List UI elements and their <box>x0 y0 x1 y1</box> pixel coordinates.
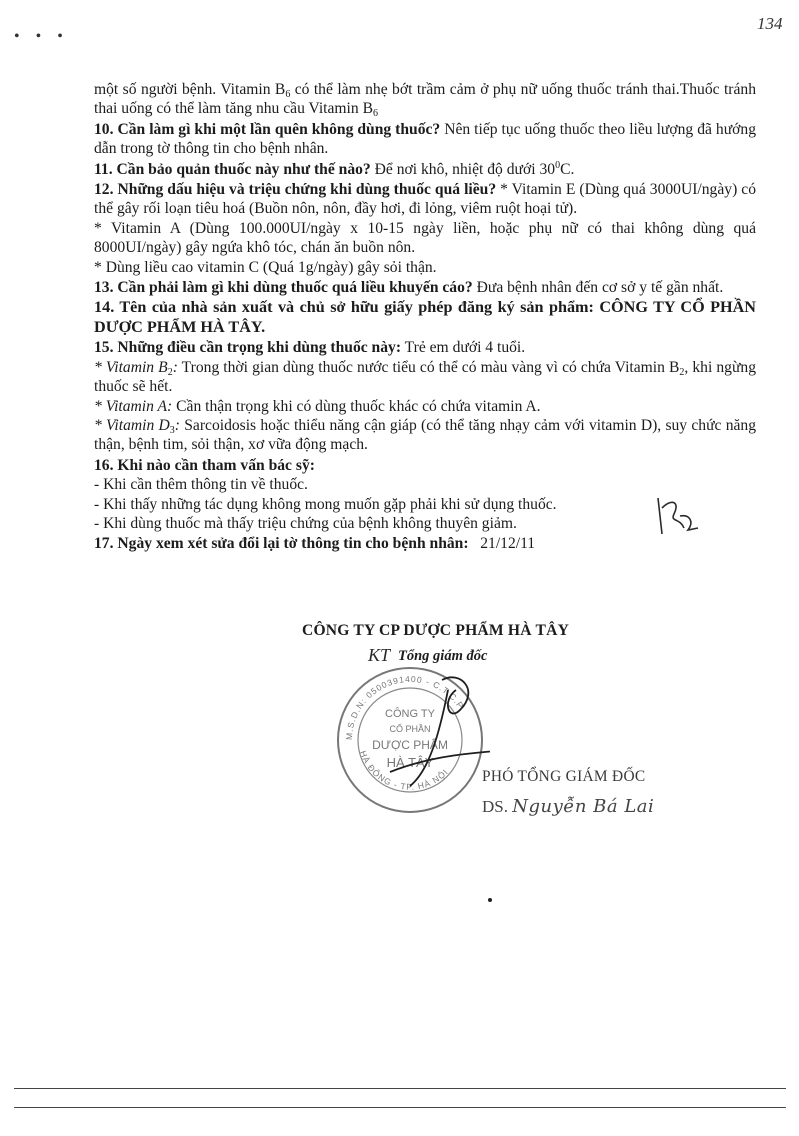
question-12: 12. Những dấu hiệu và triệu chứng khi dùng thuốc quá liều? <box>94 181 497 199</box>
stamp-ring-bottom: HÀ ĐÔNG - TP. HÀ NỘI <box>357 749 451 792</box>
document-body <box>94 80 756 554</box>
answer-12: * Vitamin E (Dùng quá 3000UI/ngày) có thể gây rối loạn tiêu hoá (Buồn nôn, nôn, đầy hơi, đi lỏng, viêm ruột hoại tử). <box>94 181 756 218</box>
note-vitamin-b2: * Vitamin $B_2$: Trong thời gian dùng thuốc nước tiểu có thể có màu vàng vì có chứa Vitamin $B_2$, khi ngừng thuốc sẽ hết. <box>94 358 756 396</box>
question-11: 11. Cần bảo quản thuốc này như thế nào? <box>94 160 371 178</box>
question-17: 17. Ngày xem xét sửa đổi lại tờ thông tin cho bệnh nhân: <box>94 535 469 553</box>
question-15: 15. Những điều cần trọng khi dùng thuốc này: <box>94 339 402 357</box>
revision-date: 21/12/11 <box>468 535 536 553</box>
stamp-line-3: DƯỢC PHẨM <box>372 738 448 752</box>
signer-title: Tổng giám đốc <box>398 648 488 664</box>
stamp-line-2: CỔ PHẦN <box>389 724 431 734</box>
signer-prefix: DS. <box>482 797 508 816</box>
stamp-ring-top: M.S.D.N: 0500391400 - C.T.C.P <box>343 673 467 741</box>
answer-15: Trẻ em dưới 4 tuổi. <box>401 339 526 357</box>
note-vitamin-d3: * Vitamin $D_3$: Sarcoidosis hoặc thiểu năng cận giáp (có thể tăng nhạy cảm với vitamin D), suy chức năng thận, bệnh tim, sỏi thận, xơ vữa động mạch. <box>94 416 757 454</box>
question-13: 13. Cần phải làm gì khi dùng thuốc quá liều khuyến cáo? <box>94 279 473 297</box>
answer-12-vitamin-a: * Vitamin A (Dùng 100.000UI/ngày x 10-15 ngày liền, hoặc phụ nữ có thai không dùng quá 8000UI/ngày) gây ngứa khô tóc, chán ăn buồn nôn. <box>94 219 756 257</box>
kt-initials: KT <box>368 645 391 665</box>
section-13 <box>94 278 756 297</box>
page-number: 134 <box>757 14 783 33</box>
section-14: 14. Tên của nhà sản xuất và chủ sở hữu giấy phép đăng ký sản phẩm: CÔNG TY CỔ PHẦN DƯỢC PHẨM HÀ TÂY. <box>94 298 756 336</box>
section-10 <box>94 120 756 159</box>
answer-13: Đưa bệnh nhân đến cơ sở y tế gần nhất. <box>472 279 724 297</box>
company-name: CÔNG TY CP DƯỢC PHẨM HÀ TÂY <box>302 622 570 639</box>
deputy-title: PHÓ TỔNG GIÁM ĐỐC <box>482 768 646 785</box>
paragraph-vitamin-b6: một số người bệnh. Vitamin $B_6$ có thể làm nhẹ bớt trầm cảm ở phụ nữ uống thuốc tránh thai.Thuốc tránh thai uống có thể làm tăng nhu cầu Vitamin $B_6$ <box>94 81 756 120</box>
stamp-line-1: CÔNG TY <box>385 708 435 720</box>
signer-name-block <box>482 796 654 817</box>
answer-16-item: - Khi cần thêm thông tin về thuốc. <box>94 476 308 494</box>
section-11: 11. Cần bảo quản thuốc này như thế nào? Để nơi khô, nhiệt độ dưới $30^0C$. <box>94 159 575 178</box>
initials-scribble <box>650 488 710 548</box>
question-16: 16. Khi nào cần tham vấn bác sỹ: <box>94 456 315 474</box>
answer-12-vitamin-c: * Dùng liều cao vitamin C (Quá 1g/ngày) gây sỏi thận. <box>94 258 437 276</box>
answer-16-item: - Khi thấy những tác dụng không mong muốn gặp phải khi sử dụng thuốc. <box>94 495 557 513</box>
signer-name: Nguyễn Bá Lai <box>512 796 655 817</box>
speck <box>488 898 492 902</box>
answer-10: Nên tiếp tục uống thuốc theo liều lượng đã hướng dẫn trong tờ thông tin cho bệnh nhân. <box>94 120 756 158</box>
note-vitamin-a: * Vitamin A: Cần thận trọng khi có dùng thuốc khác có chứa vitamin A. <box>94 397 541 415</box>
footer-rule <box>14 1107 786 1108</box>
answer-16-item: - Khi dùng thuốc mà thấy triệu chứng của bệnh không thuyên giảm. <box>94 514 517 532</box>
footer-rule <box>14 1088 786 1089</box>
company-stamp <box>330 660 490 820</box>
corner-marks: • • • <box>14 28 69 45</box>
question-10: 10. Cần làm gì khi một lần quên không dùng thuốc? <box>94 120 441 138</box>
section-12 <box>94 180 756 219</box>
section-15 <box>94 338 756 357</box>
stamp-line-4: HÀ TÂY <box>386 755 434 770</box>
